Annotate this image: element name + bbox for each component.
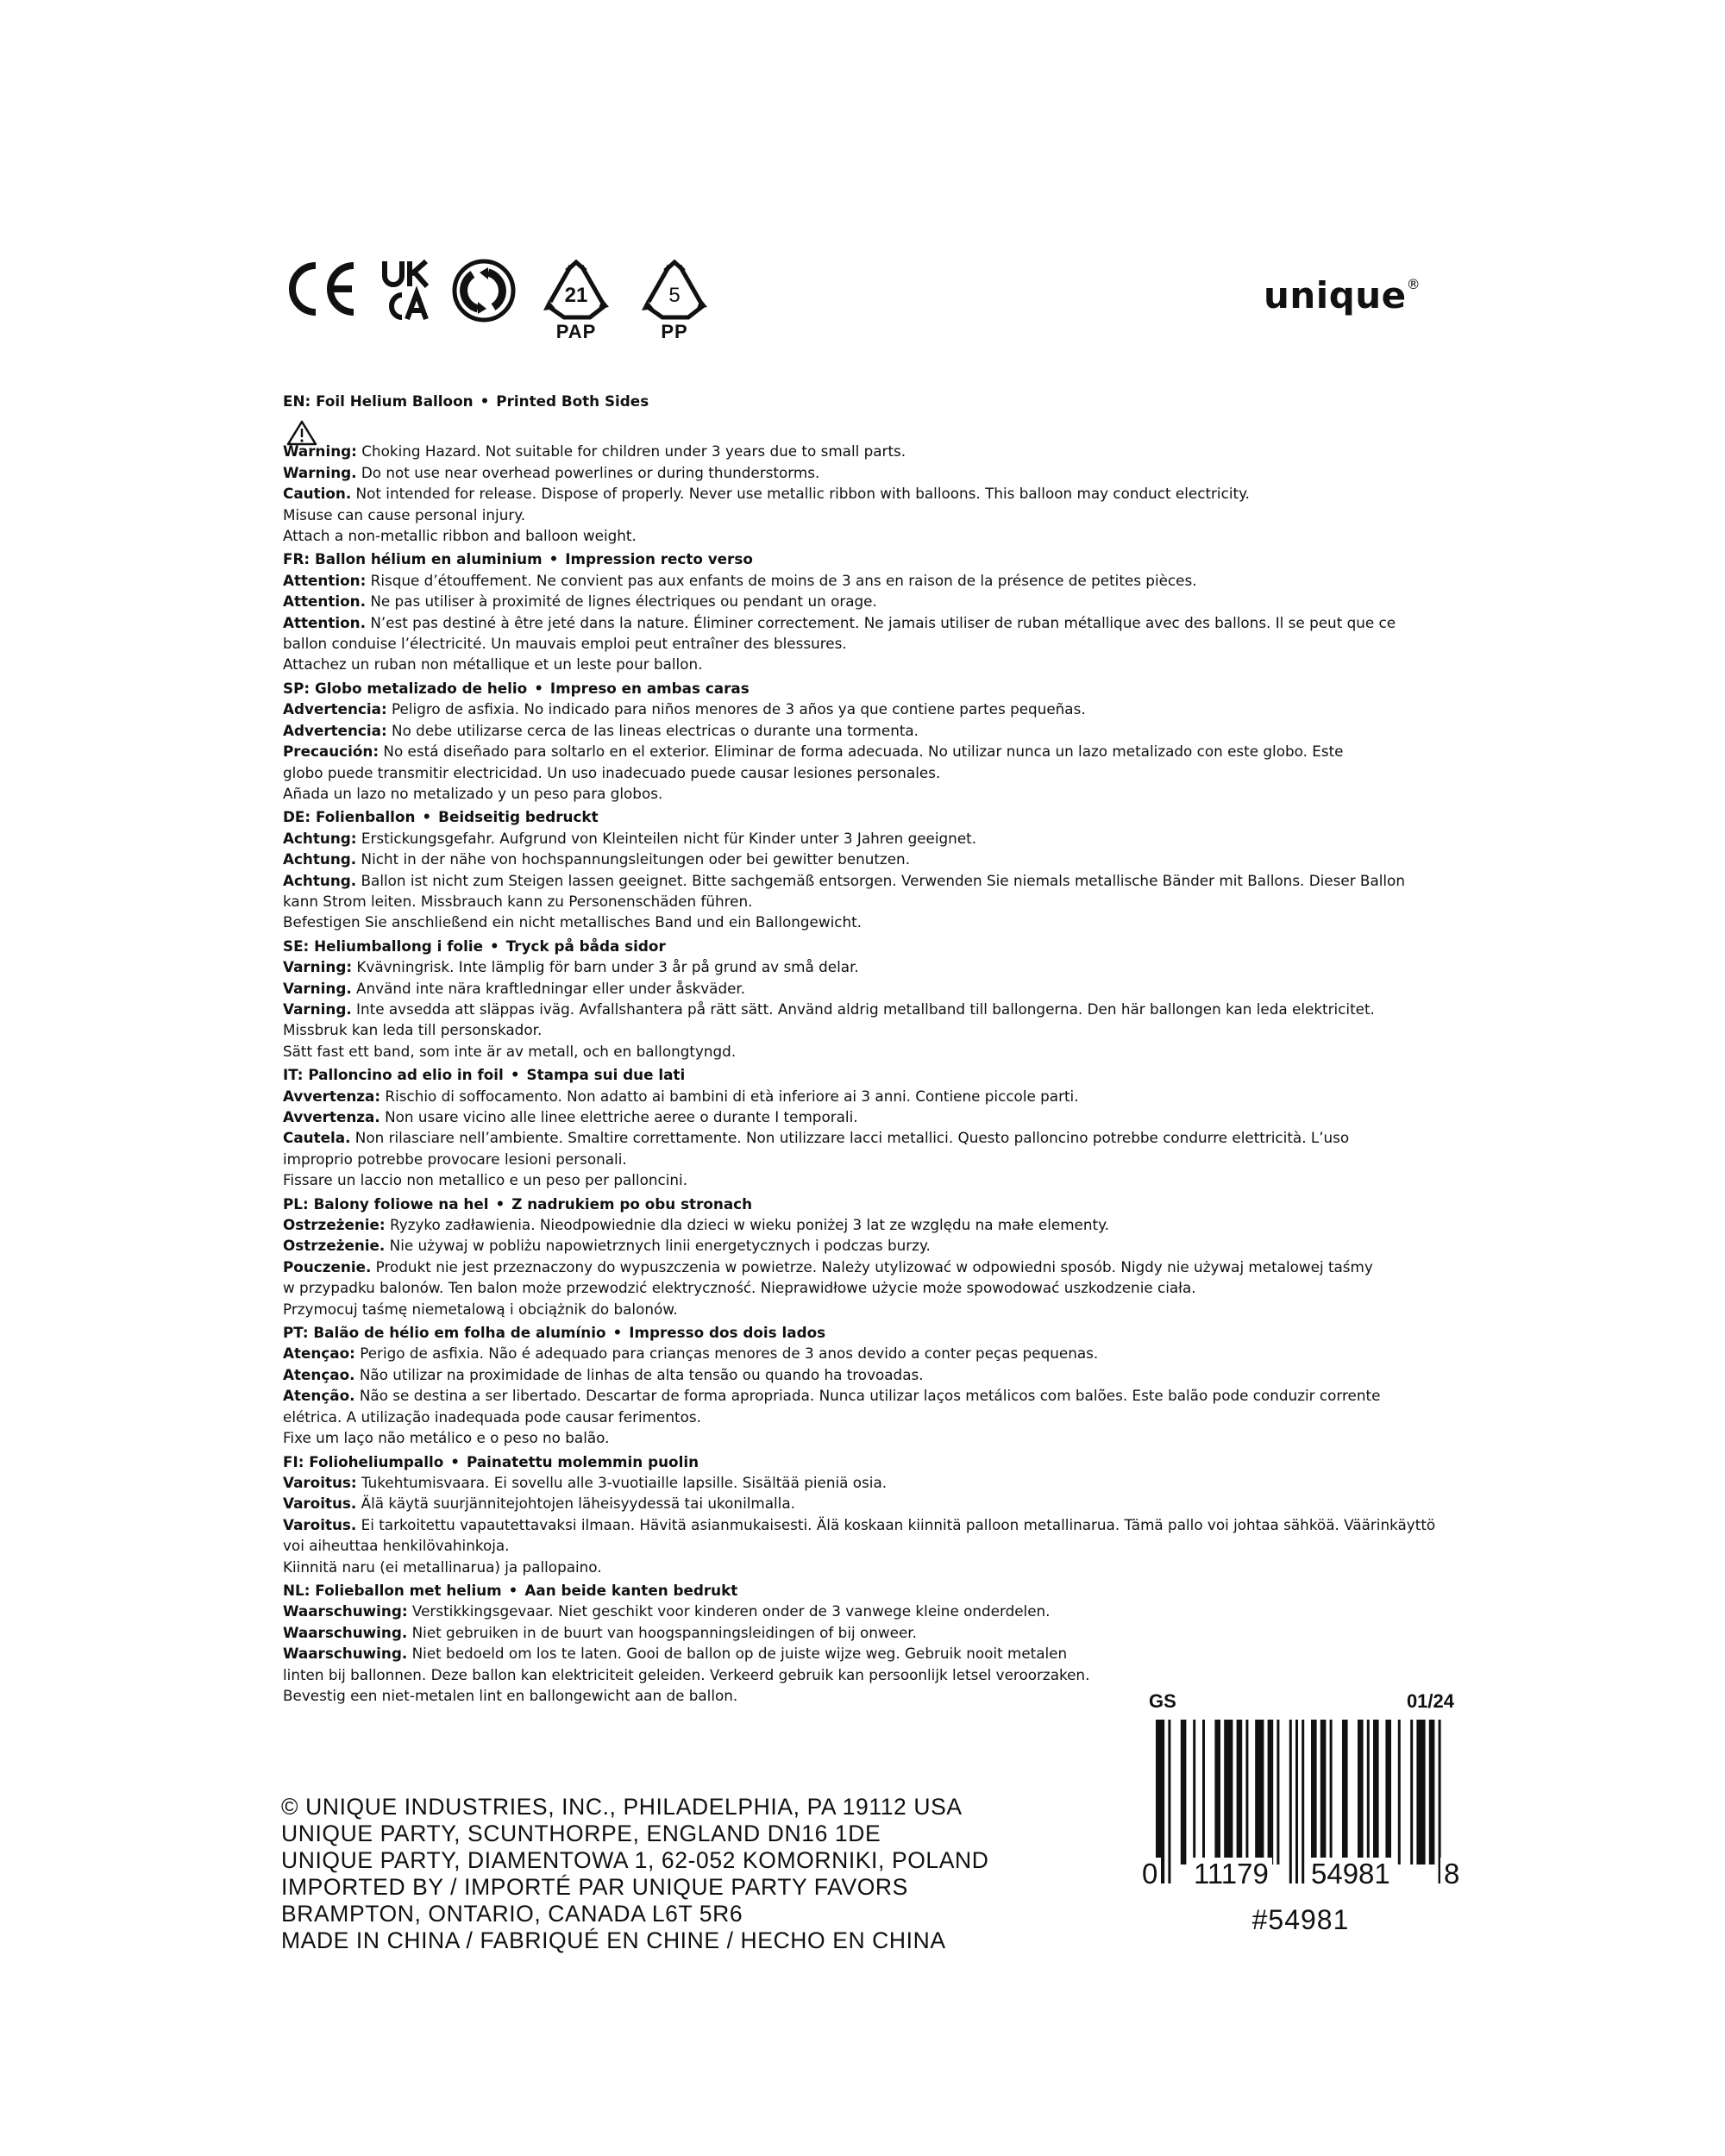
section-language: DE: [283, 808, 311, 826]
warning-line [283, 1277, 1456, 1298]
warning-text: Attachez un ruban non métallique et un leste pour ballon. [283, 655, 703, 674]
section-print-note: Impression recto verso [565, 550, 753, 568]
section-print-note: Tryck på båda sidor [505, 937, 666, 955]
address-block [281, 1794, 989, 1954]
registered-mark: ® [1406, 276, 1421, 292]
barcode-bar [1429, 1720, 1435, 1865]
warning-section [283, 678, 1456, 804]
svg-text:5: 5 [668, 284, 681, 307]
warning-text: Nicht in der nähe von hochspannungsleitungen oder bei gewitter benutzen. [356, 850, 911, 868]
warning-line [283, 1514, 1456, 1535]
warning-line [283, 612, 1456, 633]
section-product-name: Globo metalizado de helio [314, 679, 528, 697]
warning-section [283, 1322, 1456, 1448]
section-print-note: Aan beide kanten bedrukt [524, 1581, 738, 1599]
barcode-bar [1245, 1720, 1248, 1865]
warning-line [283, 591, 1456, 611]
warning-label: Atenção. [283, 1387, 355, 1405]
barcode-bar [1320, 1720, 1327, 1865]
barcode-bar [1398, 1720, 1401, 1865]
warning-line [283, 1214, 1456, 1235]
warning-text: No está diseñado para soltarlo en el exterior. Eliminar de forma adecuada. No utilizar nunca un lazo metalizado con este globo. Este [379, 743, 1344, 761]
warning-line [283, 1407, 1456, 1427]
warning-label: Waarschuwing. [283, 1645, 408, 1663]
barcode-block [1137, 1690, 1465, 1936]
address-line: © UNIQUE INDUSTRIES, INC., PHILADELPHIA, PA 19112 USA [281, 1794, 963, 1820]
warning-text: Nie używaj w pobliżu napowietrznych linii energetycznych i podczas burzy. [385, 1237, 931, 1255]
ukca-mark-icon [381, 259, 430, 321]
warning-text: elétrica. A utilização inadequada pode causar ferimentos. [283, 1407, 701, 1426]
warning-text: Risque d’étouffement. Ne convient pas aux enfants de moins de 3 ans en raison de la présence de petites pièces. [366, 571, 1197, 589]
warning-line [283, 1385, 1456, 1406]
warning-text: Não se destina a ser libertado. Descartar de forma apropriada. Nunca utilizar laços metálicos com balões. Este balão pode conduzir corrente [354, 1387, 1381, 1405]
section-product-name: Folieballon met helium [315, 1581, 502, 1599]
warning-line [283, 828, 1456, 849]
warning-text: Missbruk kan leda till personskador. [283, 1021, 543, 1039]
warning-text: Fixe um laço não metálico e o peso no balão. [283, 1429, 610, 1447]
warning-line [283, 483, 1456, 504]
ce-mark-icon [283, 259, 359, 319]
barcode-bar [1367, 1720, 1370, 1865]
warning-text: Ryzyko zadławienia. Nieodpowiednie dla dzieci w wieku poniżej 3 lat ze względu na małe elementy. [385, 1216, 1109, 1234]
warning-line [283, 1149, 1456, 1169]
warning-section [283, 1580, 1456, 1706]
warning-line [283, 720, 1456, 741]
warning-line [283, 1601, 1456, 1621]
section-print-note: Painatettu molemmin puolin [466, 1452, 699, 1470]
warning-label: Varoitus. [283, 1495, 357, 1513]
warning-text: Attach a non-metallic ribbon and balloon weight. [283, 527, 637, 545]
bullet-separator: • [534, 679, 543, 697]
pap-label: PAP [555, 321, 597, 342]
warning-line [283, 525, 1456, 546]
warning-label: Atençao. [283, 1365, 355, 1383]
section-print-note: Beidseitig bedruckt [438, 808, 599, 826]
warning-line [283, 1364, 1456, 1385]
barcode-bar [1214, 1720, 1220, 1865]
warning-text: Ei tarkoitettu vapautettavaksi ilmaan. Hävitä asianmukaisesti. Älä koskaan kiinnitä palloon metallinarua. Tämä pallo voi johtaa sähköä. Väärinkäyttö [356, 1515, 1436, 1533]
warning-line [283, 441, 1456, 461]
warning-line [283, 1493, 1456, 1514]
warning-line [283, 1299, 1456, 1319]
warning-line [283, 1127, 1456, 1148]
barcode-digit-first: 0 [1138, 1858, 1161, 1890]
warning-text: Ballon ist nicht zum Steigen lassen geeignet. Bitte sachgemäß entsorgen. Verwenden Sie niemals metallische Bänder mit Ballons. Dieser Ballon [356, 871, 1405, 889]
address-line: BRAMPTON, ONTARIO, CANADA L6T 5R6 [281, 1901, 743, 1927]
warning-text: Kvävningrisk. Inte lämplig för barn under 3 år på grund av små delar. [352, 958, 859, 976]
warning-line [283, 570, 1456, 591]
section-print-note: Printed Both Sides [496, 392, 649, 410]
warning-section [283, 1451, 1456, 1577]
section-product-name: Folienballon [315, 808, 416, 826]
bullet-separator: • [510, 1066, 520, 1084]
warning-text: Misuse can cause personal injury. [283, 505, 526, 523]
warning-line [283, 1622, 1456, 1643]
address-line: UNIQUE PARTY, SCUNTHORPE, ENGLAND DN16 1DE [281, 1821, 881, 1846]
green-dot-recycle-icon [452, 259, 516, 323]
section-product-name: Palloncino ad elio in foil [308, 1066, 504, 1084]
warning-section [283, 548, 1456, 674]
warning-section [283, 936, 1456, 1062]
section-language: EN: [283, 392, 311, 410]
section-title [283, 391, 1456, 411]
section-language: PL: [283, 1194, 309, 1213]
warning-label: Varoitus: [283, 1473, 357, 1491]
warning-line [283, 462, 1456, 483]
recycle-pap-icon [538, 259, 614, 343]
warning-label: Attention. [283, 592, 366, 611]
barcode-date: 01/24 [1406, 1690, 1454, 1712]
warning-text: Não utilizar na proximidade de linhas de alta tensão ou quando ha trovoadas. [354, 1365, 924, 1383]
warning-text: Kiinnitä naru (ei metallinarua) ja pallopaino. [283, 1557, 602, 1576]
warning-label: Avvertenza. [283, 1108, 380, 1125]
warning-text: improprio potrebbe provocare lesioni personali. [283, 1150, 627, 1168]
address-line: UNIQUE PARTY, DIAMENTOWA 1, 62-052 KOMORNIKI, POLAND [281, 1847, 989, 1873]
warning-text-block [283, 391, 1456, 1706]
pp-label: PP [661, 321, 688, 342]
barcode-code: GS [1149, 1690, 1176, 1712]
address-line: IMPORTED BY / IMPORTÉ PAR UNIQUE PARTY FAVORS [281, 1874, 908, 1900]
bullet-separator: • [549, 550, 559, 568]
barcode-group-2: 54981 [1308, 1858, 1394, 1890]
warning-text: Niet bedoeld om los te laten. Gooi de ballon op de juiste wijze weg. Gebruik nooit metalen [407, 1645, 1068, 1663]
section-language: SP: [283, 679, 310, 697]
barcode-digits [1137, 1858, 1465, 1892]
warning-label: Pouczenie. [283, 1257, 372, 1275]
section-title [283, 678, 1456, 699]
warning-label: Achtung. [283, 871, 357, 889]
warning-text: w przypadku balonów. Ten balon może przewodzić elektryczność. Nieprawidłowe użycie może spowodować uszkodzenie ciała. [283, 1279, 1196, 1297]
bullet-separator: • [612, 1324, 623, 1342]
section-title [283, 1064, 1456, 1085]
address-line: MADE IN CHINA / FABRIQUÉ EN CHINE / HECHO EN CHINA [281, 1927, 946, 1953]
barcode-bar [1202, 1720, 1205, 1865]
warning-text: Non usare vicino alle linee elettriche aeree o durante I temporali. [380, 1108, 858, 1125]
warning-section [283, 391, 1456, 546]
svg-text:21: 21 [564, 284, 588, 307]
warning-label: Ostrzeżenie: [283, 1216, 386, 1234]
warning-line [283, 1557, 1456, 1577]
warning-section [283, 1194, 1456, 1319]
brand-logo [1264, 274, 1421, 317]
warning-line [283, 1169, 1456, 1190]
barcode-bar [1373, 1720, 1379, 1865]
section-title [283, 1322, 1456, 1343]
warning-text: voi aiheuttaa henkilövahinkoja. [283, 1537, 510, 1555]
warning-text: Niet gebruiken in de buurt van hoogspanningsleidingen of bij onweer. [407, 1623, 917, 1641]
warning-text: Przymocuj taśmę niemetalową i obciążnik do balonów. [283, 1300, 678, 1318]
warning-label: Caution. [283, 485, 352, 503]
warning-line [283, 505, 1456, 525]
warning-label: Waarschuwing. [283, 1623, 408, 1641]
warning-text: Choking Hazard. Not suitable for children under 3 years due to small parts. [356, 442, 906, 461]
barcode-bar [1255, 1720, 1264, 1865]
warning-label: Atençao: [283, 1344, 355, 1363]
warning-label: Ostrzeżenie. [283, 1237, 386, 1255]
warning-text: Älä käytä suurjännitejohtojen läheisyydessä tai ukonilmalla. [356, 1495, 795, 1513]
warning-line [283, 1257, 1456, 1277]
barcode-bar [1410, 1720, 1413, 1865]
bullet-separator: • [495, 1194, 505, 1213]
warning-line [283, 762, 1456, 783]
recycle-pp-icon [637, 259, 712, 343]
warning-text: Verstikkingsgevaar. Niet geschikt voor kinderen onder de 3 vanwege kleine onderdelen. [407, 1602, 1051, 1620]
warning-text: globo puede transmitir electricidad. Un uso inadecuado puede causar lesiones personales. [283, 763, 941, 781]
warning-text: linten bij ballonnen. Deze ballon kan elektriciteit geleiden. Verkeerd gebruik kan persoonlijk letsel veroorzaken. [283, 1665, 1090, 1683]
warning-text: Perigo de asfixia. Não é adequado para crianças menores de 3 anos devido a conter peças pequenas. [354, 1344, 1099, 1363]
barcode-bar [1276, 1720, 1279, 1865]
warning-line [283, 870, 1456, 891]
warning-line [283, 891, 1456, 912]
section-print-note: Z nadrukiem po obu stronach [511, 1194, 753, 1213]
section-title [283, 1580, 1456, 1601]
warning-label: Attention. [283, 613, 366, 631]
warning-line [283, 1019, 1456, 1040]
section-product-name: Foil Helium Balloon [316, 392, 474, 410]
warning-line [283, 956, 1456, 977]
warning-line [283, 1427, 1456, 1448]
warning-line [283, 1643, 1456, 1664]
warning-text: Produkt nie jest przeznaczony do wypuszczenia w powietrze. Należy utylizować w odpowiedni sposób. Nigdy nie używaj metalowej taśmy [371, 1257, 1373, 1275]
warning-text: Använd inte nära kraftledningar eller under åskväder. [351, 979, 746, 997]
barcode-digit-last: 8 [1440, 1858, 1463, 1890]
warning-text: ballon conduise l’électricité. Un mauvais emploi peut entraîner des blessures. [283, 635, 847, 653]
section-language: SE: [283, 937, 310, 955]
warning-text: Inte avsedda att släppas iväg. Avfallshantera på rätt sätt. Använd aldrig metallband till ballongerna. Den här ballongen kan leda elektricitet. [351, 1000, 1375, 1018]
barcode-bar [1385, 1720, 1391, 1865]
warning-text: N’est pas destiné à être jeté dans la nature. Éliminer correctement. Ne jamais utiliser de ruban métallique avec des ballons. Il se peut que ce [365, 613, 1396, 631]
warning-line [283, 1535, 1456, 1556]
warning-label: Cautela. [283, 1129, 351, 1147]
section-title [283, 548, 1456, 569]
warning-line [283, 912, 1456, 932]
warning-label: Varning: [283, 958, 353, 976]
warning-line [283, 999, 1456, 1019]
warning-text: Rischio di soffocamento. Non adatto ai bambini di età inferiore ai 3 anni. Contiene piccole parti. [380, 1087, 1079, 1105]
warning-line [283, 654, 1456, 674]
section-title [283, 806, 1456, 827]
section-print-note: Impresso dos dois lados [629, 1324, 826, 1342]
section-title [283, 1194, 1456, 1214]
section-language: FI: [283, 1452, 304, 1470]
barcode-bar [1237, 1720, 1243, 1865]
bullet-separator: • [489, 937, 499, 955]
bullet-separator: • [422, 808, 432, 826]
section-title [283, 936, 1456, 956]
warning-text: Non rilasciare nell’ambiente. Smaltire correttamente. Non utilizzare lacci metallici. Questo palloncino potrebbe condurre elettricità. L’uso [350, 1129, 1350, 1147]
warning-label: Advertencia: [283, 721, 387, 739]
warning-line [283, 1664, 1456, 1685]
section-print-note: Impreso en ambas caras [549, 679, 750, 697]
barcode-bar [1311, 1720, 1317, 1865]
warning-line [283, 1041, 1456, 1062]
warning-text: kann Strom leiten. Missbrauch kann zu Personenschäden führen. [283, 892, 753, 910]
warning-label: Waarschuwing: [283, 1602, 408, 1620]
warning-line [283, 741, 1456, 761]
warning-text: Tukehtumisvaara. Ei sovellu alle 3-vuotiaille lapsille. Sisältää pieniä osia. [356, 1473, 888, 1491]
warning-text: Not intended for release. Dispose of properly. Never use metallic ribbon with balloons. This balloon may conduct electricity. [351, 485, 1250, 503]
section-product-name: Ballon hélium en aluminium [314, 550, 543, 568]
section-product-name: Folioheliumpallo [309, 1452, 444, 1470]
warning-label: Avvertenza: [283, 1087, 381, 1105]
brand-name: unique [1264, 274, 1407, 317]
warning-label: Advertencia: [283, 700, 387, 718]
barcode-bar [1181, 1720, 1187, 1865]
warning-text: No debe utilizarse cerca de las lineas electricas o durante una tormenta. [386, 721, 919, 739]
barcode-group-1: 11179 [1190, 1858, 1272, 1890]
bullet-separator: • [450, 1452, 460, 1470]
warning-section [283, 806, 1456, 932]
warning-line [283, 783, 1456, 804]
barcode-bar [1193, 1720, 1195, 1865]
warning-text: Bevestig een niet-metalen lint en ballongewicht aan de ballon. [283, 1686, 738, 1704]
warning-label: Attention: [283, 571, 367, 589]
barcode-bar [1224, 1720, 1233, 1865]
warning-section [283, 1064, 1456, 1190]
section-product-name: Balão de hélio em folha de alumínio [313, 1324, 606, 1342]
section-language: PT: [283, 1324, 309, 1342]
warning-label: Achtung: [283, 829, 357, 847]
warning-text: Sätt fast ett band, som inte är av metall, och en ballongtyngd. [283, 1042, 737, 1060]
barcode-bar [1358, 1720, 1364, 1865]
section-product-name: Balony foliowe na hel [313, 1194, 489, 1213]
barcode-bar [1416, 1720, 1425, 1865]
barcode-bar [1342, 1720, 1348, 1865]
section-language: IT: [283, 1066, 304, 1084]
section-product-name: Heliumballong i folie [314, 937, 483, 955]
warning-text: Fissare un laccio non metallico e un peso per palloncini. [283, 1171, 688, 1189]
section-language: NL: [283, 1581, 310, 1599]
warning-label: Precaución: [283, 743, 380, 761]
warning-label: Warning: [283, 442, 357, 461]
section-print-note: Stampa sui due lati [526, 1066, 686, 1084]
bullet-separator: • [508, 1581, 518, 1599]
warning-line [283, 849, 1456, 869]
warning-label: Achtung. [283, 850, 357, 868]
warning-line [283, 1343, 1456, 1363]
section-language: FR: [283, 550, 310, 568]
warning-line [283, 1086, 1456, 1106]
barcode-bar [1330, 1720, 1333, 1865]
warning-line [283, 633, 1456, 654]
warning-line [283, 1235, 1456, 1256]
warning-text: Do not use near overhead powerlines or during thunderstorms. [356, 463, 820, 481]
barcode-bar [1268, 1720, 1274, 1865]
warning-label: Varoitus. [283, 1515, 357, 1533]
compliance-marks [283, 259, 712, 371]
warning-line [283, 1472, 1456, 1493]
warning-text: Erstickungsgefahr. Aufgrund von Kleinteilen nicht für Kinder unter 3 Jahren geeignet. [356, 829, 977, 847]
warning-label: Varning. [283, 1000, 352, 1018]
warning-line [283, 699, 1456, 719]
warning-text: Peligro de asfixia. No indicado para niños menores de 3 años ya que contiene partes pequeñas. [386, 700, 1086, 718]
warning-label: Varning. [283, 979, 352, 997]
section-title [283, 1451, 1456, 1472]
warning-line [283, 1106, 1456, 1127]
bullet-separator: • [480, 392, 490, 410]
warning-text: Añada un lazo no metalizado y un peso para globos. [283, 784, 663, 802]
warning-text: Ne pas utiliser à proximité de lignes électriques ou pendant un orage. [365, 592, 877, 611]
item-number: #54981 [1251, 1904, 1350, 1935]
warning-text: Befestigen Sie anschließend ein nicht metallisches Band und ein Ballongewicht. [283, 913, 862, 931]
warning-line [283, 978, 1456, 999]
warning-label: Warning. [283, 463, 357, 481]
